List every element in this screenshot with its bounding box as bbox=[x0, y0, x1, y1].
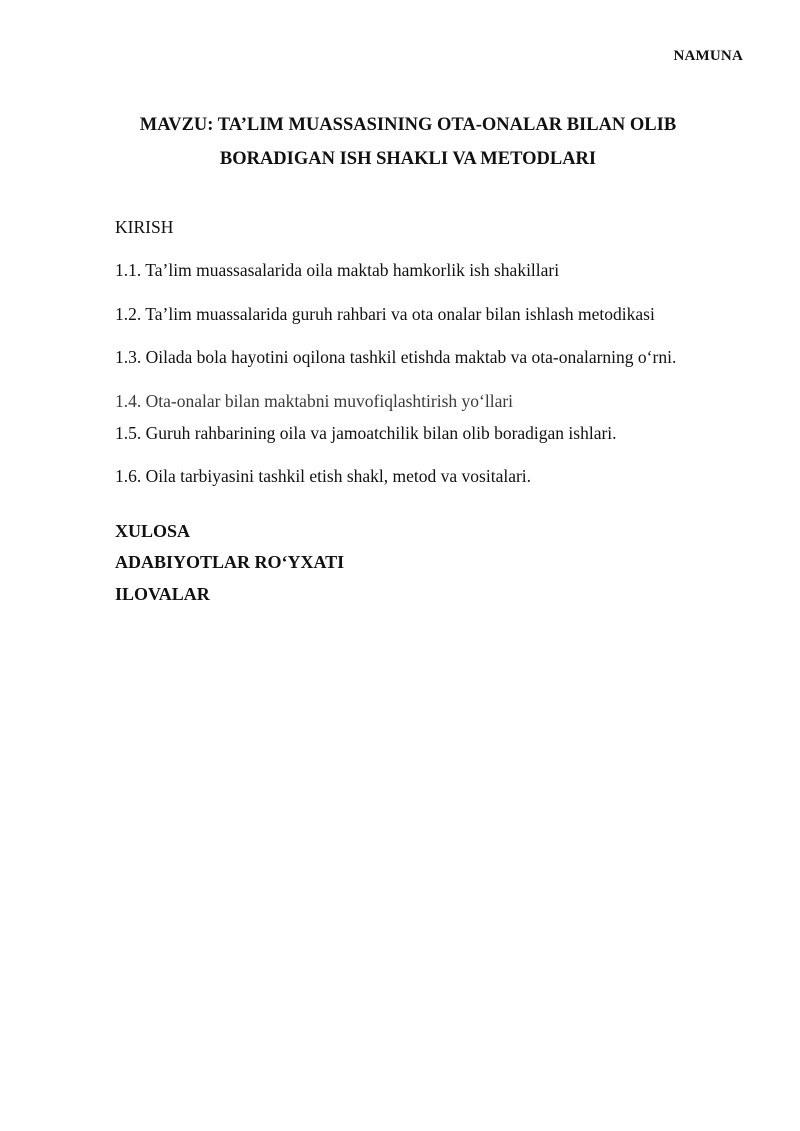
toc-section-1-6: 1.6. Oila tarbiyasini tashkil etish shakl, metod va vositalari. bbox=[115, 466, 532, 486]
toc-section-1-4: 1.4. Ota-onalar bilan maktabni muvofiqlashtirish yo‘llari bbox=[115, 391, 514, 411]
toc-appendices: ILOVALAR bbox=[115, 584, 210, 604]
sample-label: NAMUNA bbox=[673, 48, 743, 64]
toc-section-1-2: 1.2. Ta’lim muassalarida guruh rahbari va ota onalar bilan ishlash metodikasi bbox=[115, 304, 655, 324]
title-line-2: BORADIGAN ISH SHAKLI VA METODLARI bbox=[219, 149, 597, 169]
title-line-1: MAVZU: TA’LIM MUASSASINING OTA-ONALAR BILAN OLIB bbox=[139, 115, 677, 135]
toc-intro: KIRISH bbox=[115, 217, 174, 237]
toc-section-1-3: 1.3. Oilada bola hayotini oqilona tashkil etishda maktab va ota-onalarning o‘rni. bbox=[115, 347, 677, 367]
toc-section-1-1: 1.1. Ta’lim muassasalarida oila maktab hamkorlik ish shakillari bbox=[115, 260, 560, 280]
document-title bbox=[120, 108, 696, 176]
toc-references: ADABIYOTLAR RO‘YXATI bbox=[115, 552, 345, 572]
toc-section-1-5: 1.5. Guruh rahbarining oila va jamoatchilik bilan olib boradigan ishlari. bbox=[115, 423, 617, 443]
toc-conclusion: XULOSA bbox=[115, 521, 191, 541]
